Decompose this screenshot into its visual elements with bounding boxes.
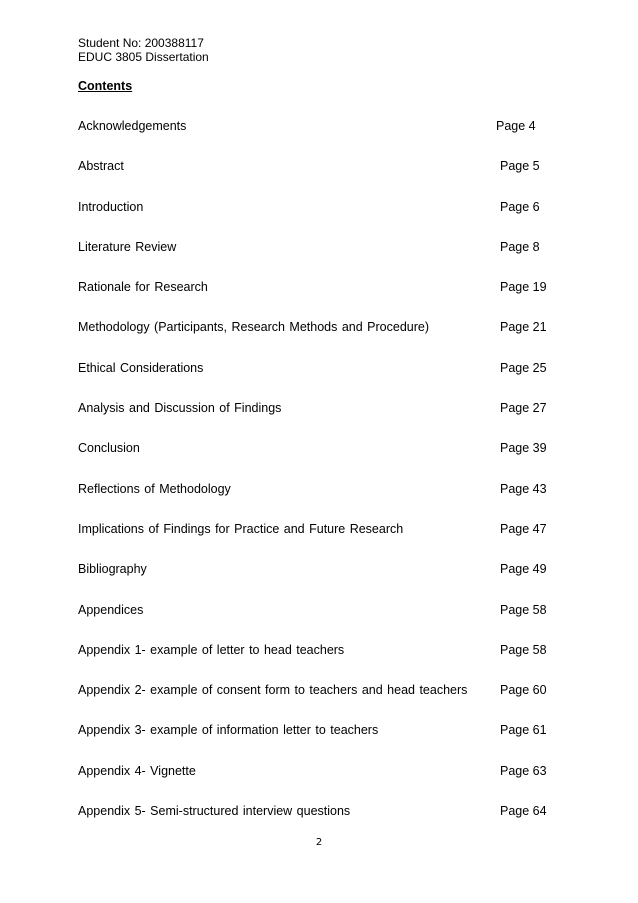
toc-entry-page: Page 6 bbox=[500, 199, 540, 214]
toc-entry-page: Page 27 bbox=[500, 401, 547, 416]
toc-row bbox=[78, 722, 558, 762]
toc-row bbox=[78, 319, 558, 359]
toc-row bbox=[78, 360, 558, 400]
toc-entry-page: Page 4 bbox=[496, 119, 536, 133]
toc-row bbox=[78, 763, 558, 803]
toc-row bbox=[78, 642, 558, 682]
toc-row bbox=[78, 561, 558, 601]
toc-entry-label: Ethical Considerations bbox=[78, 360, 204, 375]
toc-row bbox=[78, 400, 558, 440]
toc-row bbox=[78, 481, 558, 521]
toc-entry-label: Introduction bbox=[78, 199, 144, 214]
toc-entry-label: Appendix 5- Semi-structured interview questions bbox=[78, 804, 351, 819]
toc-entry-page: Page 63 bbox=[500, 763, 547, 778]
toc-row bbox=[78, 239, 558, 279]
toc-entry-page: Page 25 bbox=[500, 360, 547, 375]
toc-row bbox=[78, 521, 558, 561]
toc-row bbox=[78, 440, 558, 480]
toc-entry-page: Page 8 bbox=[500, 239, 540, 254]
toc-entry-page: Page 61 bbox=[500, 723, 547, 738]
toc-entry-label: Literature Review bbox=[78, 239, 177, 254]
toc-row bbox=[78, 279, 558, 319]
toc-entry-label: Bibliography bbox=[78, 562, 147, 577]
toc-entry-page: Page 19 bbox=[500, 280, 547, 295]
toc-entry-page: Page 21 bbox=[500, 320, 547, 335]
toc-entry-label: Appendix 2- example of consent form to teachers and head teachers bbox=[78, 683, 468, 698]
toc-entry-label: Appendices bbox=[78, 602, 144, 617]
toc-entry-label: Appendix 1- example of letter to head teachers bbox=[78, 642, 345, 657]
contents-heading: Contents bbox=[78, 79, 133, 93]
toc-entry-label: Analysis and Discussion of Findings bbox=[78, 401, 282, 416]
table-of-contents bbox=[78, 118, 558, 843]
toc-entry-label: Methodology (Participants, Research Methods and Procedure) bbox=[78, 320, 430, 335]
toc-entry-label: Implications of Findings for Practice and Future Research bbox=[78, 521, 404, 536]
toc-entry-page: Page 43 bbox=[500, 481, 547, 496]
toc-entry-page: Page 60 bbox=[500, 683, 547, 698]
toc-entry-page: Page 58 bbox=[500, 642, 547, 657]
document-header bbox=[78, 36, 209, 64]
toc-row bbox=[78, 602, 558, 642]
toc-row bbox=[78, 158, 558, 198]
toc-entry-page: Page 39 bbox=[500, 441, 547, 456]
toc-row bbox=[78, 199, 558, 239]
toc-entry-label: Appendix 3- example of information letter to teachers bbox=[78, 723, 379, 738]
student-number: Student No: 200388117 bbox=[78, 36, 204, 50]
toc-entry-page: Page 64 bbox=[500, 804, 547, 819]
toc-entry-label: Abstract bbox=[78, 159, 124, 174]
toc-entry-label: Acknowledgements bbox=[78, 119, 187, 133]
toc-entry-page: Page 49 bbox=[500, 562, 547, 577]
toc-entry-label: Appendix 4- Vignette bbox=[78, 763, 196, 778]
toc-entry-page: Page 47 bbox=[500, 521, 547, 536]
toc-entry-page: Page 58 bbox=[500, 602, 547, 617]
toc-entry-label: Rationale for Research bbox=[78, 280, 208, 295]
page-number: 2 bbox=[315, 837, 323, 848]
course-title: EDUC 3805 Dissertation bbox=[78, 50, 209, 64]
toc-entry-label: Conclusion bbox=[78, 441, 140, 456]
toc-entry-page: Page 5 bbox=[500, 159, 540, 174]
toc-row bbox=[78, 118, 558, 158]
toc-entry-label: Reflections of Methodology bbox=[78, 481, 231, 496]
toc-row bbox=[78, 682, 558, 722]
